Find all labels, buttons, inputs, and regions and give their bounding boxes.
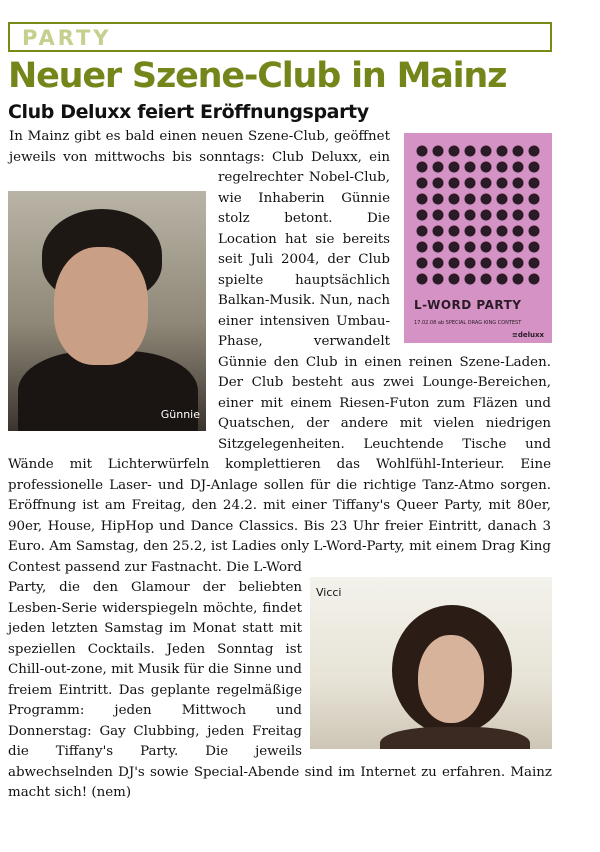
poster-title: L-WORD PARTY [414,298,522,312]
float-spacer-right [551,349,552,571]
article-text: In Mainz gibt es bald einen neuen Szene-Club, geöffnet jeweils von mittwochs bis sonntags: Club Deluxx, ein regelrechter Nobel-Club, wie Inhaberin Günnie stolz betont. Die Location hat sie bereits seit Juli 2004, der Club spielte hauptsächlich Balkan-Musik. Nun, nach einer intensiven Umbau-Phase, verwandelt Günnie den Club in einen reinen Szene-Laden. Der Club besteht aus zwei Lounge-Bereichen, einer mit einem Riesen-Futon zum Fläzen und Quatschen, der andere mit vielen niedrigen Sitzgelegenheiten. Leuchtende Tische und Wände mit Lichterwürfeln komplettieren das Wohlfühl-Interieur. Eine professionelle Laser- und DJ-Anlage sollen für die richtige Tanz-Atmo sorgen. Eröffnung ist am Freitag, den 24.2. mit einer Tiffany's Queer Party, mit 80er, 90er, House, HipHop und Dance Classics. Bis 23 Uhr freier Eintritt, danach 3 Euro. Am Samstag, den 25.2, ist Ladies only L-Word-Party, mit einem Drag King Contest passend zur Fastnacht. Die L-Word Party, die den Glamour der beliebten Lesben-Serie widerspiegeln möchte, findet jeden letzten Samstag im Monat statt mit speziellen Cocktails. Jeden Sonntag ist Chill-out-zone, mit Musik für die Sinne und freiem Eintritt. Das geplante regelmäßige Programm: jeden Mittwoch und Donnerstag: Gay Clubbing, jeden Freitag die Tiffany's Party. Die jeweils abwechselnden DJ's sowie Special-Abende sind im Internet zu erfahren. Mainz macht sich! (nem) [8,129,552,800]
party-poster-image [404,133,552,343]
subheadline: Club Deluxx feiert Eröffnungsparty [8,101,369,123]
section-label: PARTY [22,26,112,50]
photo-face [54,247,148,365]
poster-logo: ≡deluxx [511,331,544,339]
caption-guennie: Günnie [160,407,200,421]
section-banner [8,22,552,52]
photo-guennie [8,191,206,431]
article-body [8,127,552,804]
photo-body [380,727,530,749]
caption-vicci: Vicci [316,586,342,599]
photo-face [418,635,484,723]
poster-subtitle: 17.02.08 ab SPECIAL DRAG KING CONTEST [414,320,522,326]
photo-vicci [310,577,552,749]
headline: Neuer Szene-Club in Mainz [8,56,507,96]
poster-dot-pattern [414,143,542,289]
